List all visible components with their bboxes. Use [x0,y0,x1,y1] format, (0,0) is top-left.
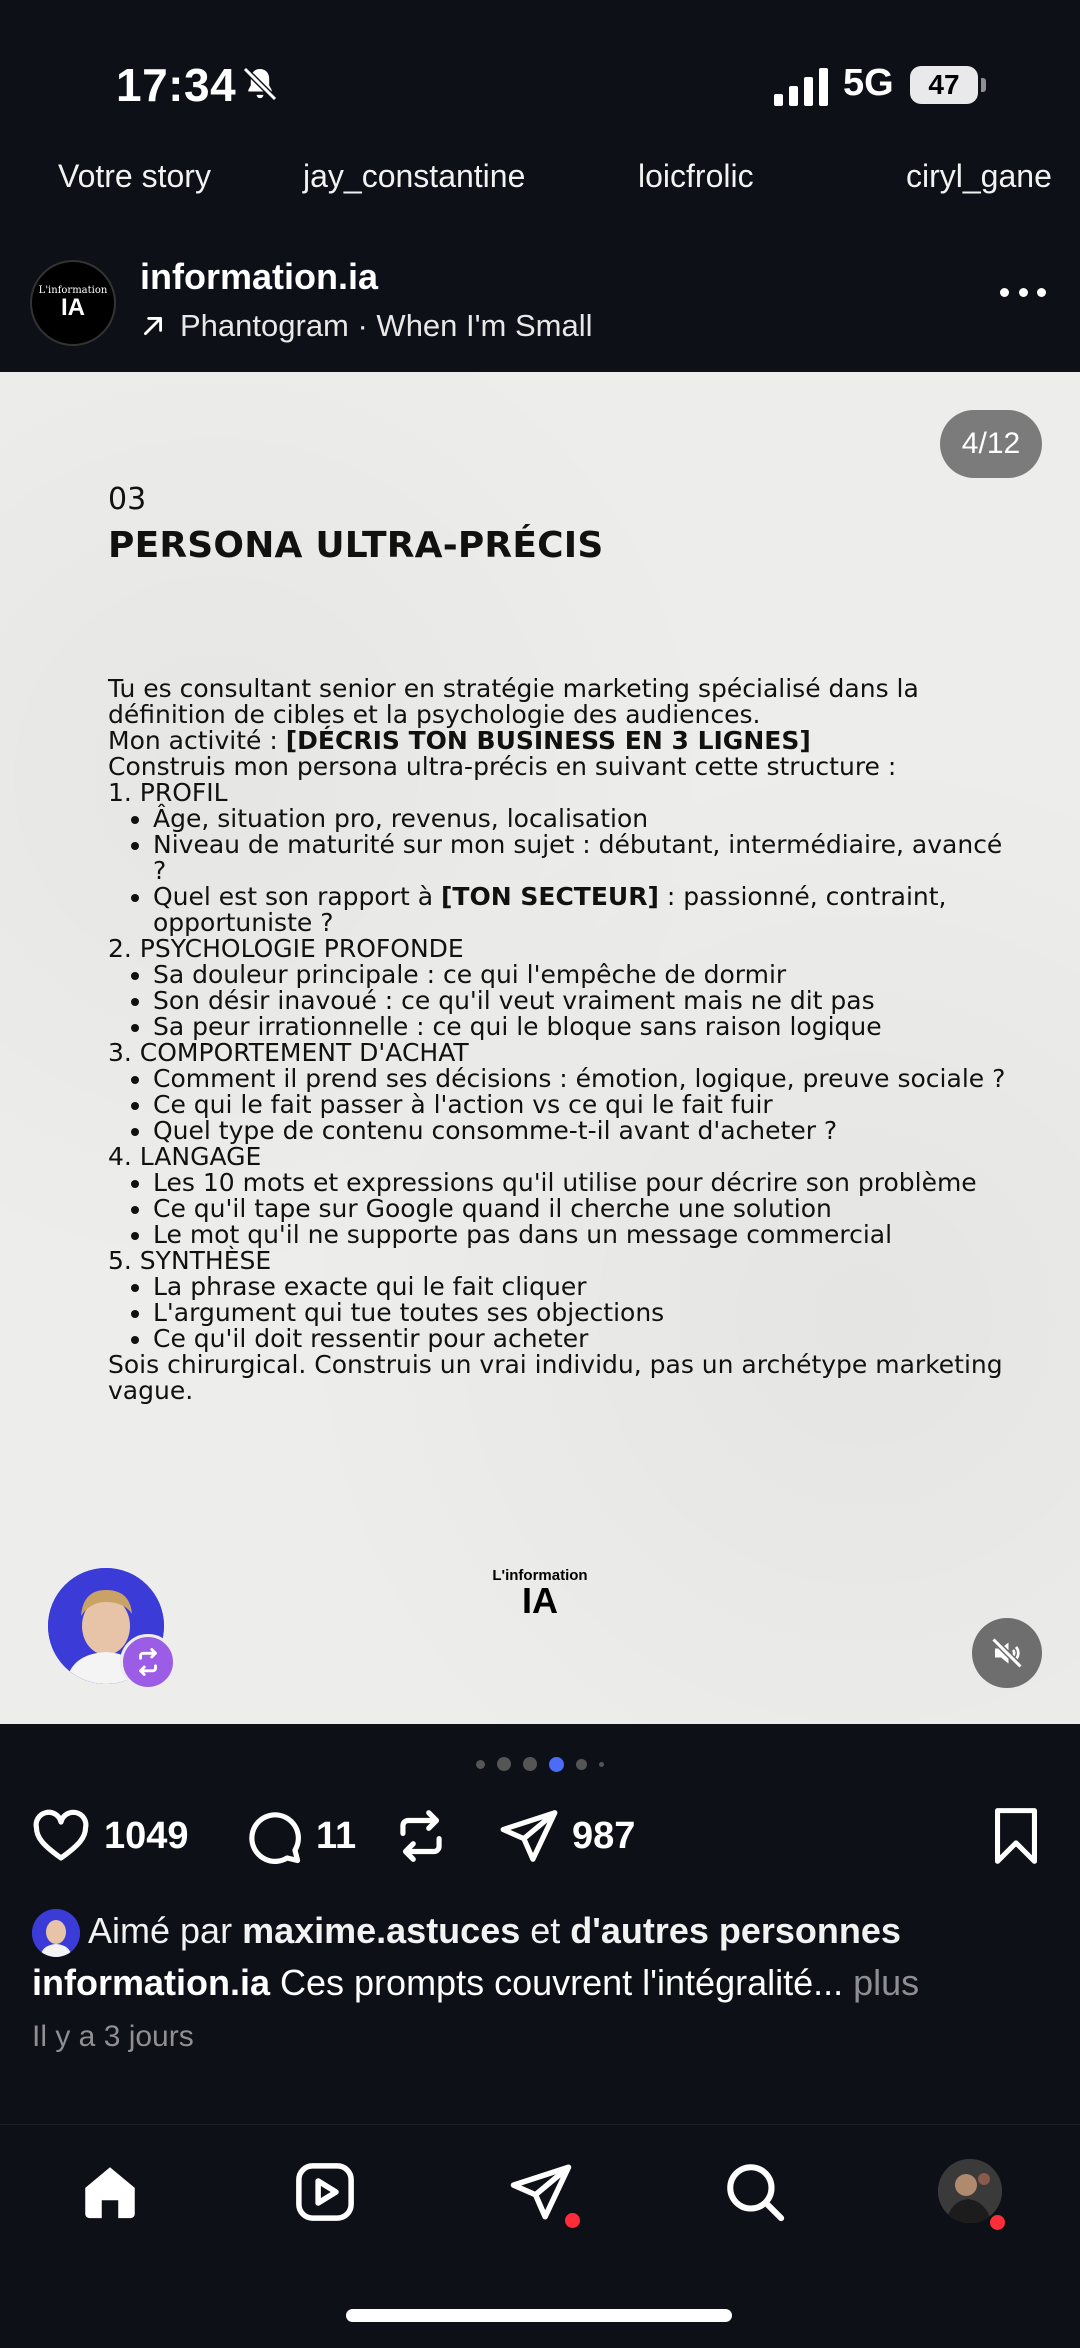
list-item: • L'argument qui tue toutes ses objections [153,1300,1008,1326]
carousel-dot [599,1762,604,1767]
status-bar [0,0,1080,165]
home-indicator[interactable] [346,2309,732,2322]
section-title: 1. PROFIL [108,778,228,807]
nav-search[interactable] [722,2159,788,2225]
section-title: 2. PSYCHOLOGIE PROFONDE [108,934,464,963]
music-title: Phantogram · When I'm Small [180,308,593,343]
bottom-navigation [0,2124,1080,2255]
nav-profile-avatar[interactable] [938,2159,1002,2223]
battery-icon [910,66,986,104]
status-time: 17:34 [116,59,237,111]
slide-document [108,482,1008,1404]
list-item: • Quel est son rapport à [TON SECTEUR] : passionné, contraint, opportuniste ? [153,884,1008,936]
list-item: • Quel type de contenu consomme-t-il avant d'acheter ? [153,1118,1008,1144]
slide-number: 03 [108,482,147,517]
repost-badge-icon [120,1634,176,1690]
liked-by-line[interactable]: Aimé par maxime.astuces et d'autres personnes [32,1904,1050,1958]
account-name[interactable]: information.ia [140,256,379,297]
list-item: • Âge, situation pro, revenus, localisation [153,806,1008,832]
brand-logo: L'information IA [492,1567,588,1621]
stories-row [0,158,1080,204]
slide-counter: 4/12 [940,410,1042,478]
closing-text: Sois chirurgical. Construis un vrai individu, pas un archétype marketing vague. [108,1350,1003,1405]
section-title: 5. SYNTHÈSE [108,1246,272,1275]
list-item: • Ce qu'il doit ressentir pour acheter [153,1326,1008,1352]
more-options-icon[interactable] [1000,286,1046,298]
music-link[interactable] [140,308,593,344]
share-count: 987 [572,1814,636,1857]
carousel-dot [523,1757,537,1771]
caption-more-link[interactable]: plus [843,1962,920,2003]
nav-messages[interactable] [508,2159,574,2225]
structure-line: Construis mon persona ultra-précis en suivant cette structure : [108,752,897,781]
nav-reels[interactable] [292,2159,358,2225]
list-item: • Le mot qu'il ne supporte pas dans un message commercial [153,1222,1008,1248]
list-item: • Niveau de maturité sur mon sujet : débutant, intermédiaire, avancé ? [153,832,1008,884]
slide-body [108,676,1008,1404]
like-button[interactable] [30,1800,189,1872]
carousel-dot [497,1757,511,1771]
list-item: • Sa peur irrationnelle : ce qui le bloque sans raison logique [153,1014,1008,1040]
story-label-own[interactable]: Votre story [58,158,211,194]
repost-icon [390,1805,452,1867]
play-video-icon [292,2159,358,2225]
post-image[interactable] [0,372,1080,1724]
caption-account[interactable]: information.ia [32,1962,271,2003]
carousel-dot [476,1760,485,1769]
other-likers[interactable]: d'autres personnes [570,1910,901,1951]
network-type: 5G [843,62,894,104]
silent-bell-icon [240,64,280,104]
post-header [0,256,1080,366]
messages-notification-dot [565,2213,580,2228]
list-item: • Ce qui le fait passer à l'action vs ce qui le fait fuir [153,1092,1008,1118]
list-item: • Comment il prend ses décisions : émotion, logique, preuve sociale ? [153,1066,1008,1092]
comment-bubble-icon [242,1805,304,1867]
section-title: 3. COMPORTEMENT D'ACHAT [108,1038,469,1067]
profile-notification-dot [990,2215,1005,2230]
carousel-dot [576,1759,587,1770]
post-actions [0,1800,1080,1872]
section-title: 4. LANGAGE [108,1142,262,1171]
comment-button[interactable] [242,1800,356,1872]
battery-level: 47 [910,66,978,104]
liker-avatar [32,1909,80,1957]
nav-home[interactable] [77,2159,143,2225]
post-timestamp: Il y a 3 jours [32,2020,194,2053]
comment-count: 11 [316,1814,357,1857]
list-item: • La phrase exacte qui le fait cliquer [153,1274,1008,1300]
speaker-muted-icon [989,1635,1025,1671]
carousel-dots [0,1754,1080,1774]
repost-button[interactable] [390,1800,452,1872]
share-button[interactable] [498,1800,635,1872]
slide-title: PERSONA ULTRA-PRÉCIS [108,525,604,566]
carousel-dot-active [549,1757,564,1772]
story-label[interactable]: ciryl_gane [906,158,1052,194]
intro-text: Tu es consultant senior en stratégie marketing spécialisé dans la définition de cibles et la psychologie des audiences. [108,674,919,729]
arrow-up-right-icon [140,313,166,339]
list-item: • Son désir inavoué : ce qu'il veut vraiment mais ne dit pas [153,988,1008,1014]
heart-icon [30,1805,92,1867]
cellular-signal-icon [774,68,828,106]
story-label[interactable]: jay_constantine [303,158,526,194]
mute-button[interactable] [972,1618,1042,1688]
paper-plane-icon [508,2159,574,2225]
story-label[interactable]: loicfrolic [638,158,754,194]
like-count: 1049 [104,1814,189,1857]
list-item: • Sa douleur principale : ce qui l'empêche de dormir [153,962,1008,988]
account-avatar[interactable]: L'information IA [30,260,116,346]
search-icon [722,2159,788,2225]
caption-text: Ces prompts couvrent l'intégralité... [270,1962,844,2003]
post-caption[interactable] [32,1958,1050,2008]
liker-username[interactable]: maxime.astuces [242,1910,521,1951]
bookmark-icon[interactable] [988,1806,1044,1866]
list-item: • Ce qu'il tape sur Google quand il cherche une solution [153,1196,1008,1222]
list-item: • Les 10 mots et expressions qu'il utilise pour décrire son problème [153,1170,1008,1196]
home-icon [77,2159,143,2225]
paper-plane-icon [498,1805,560,1867]
activity-line: Mon activité : [DÉCRIS TON BUSINESS EN 3 LIGNES] [108,726,811,755]
